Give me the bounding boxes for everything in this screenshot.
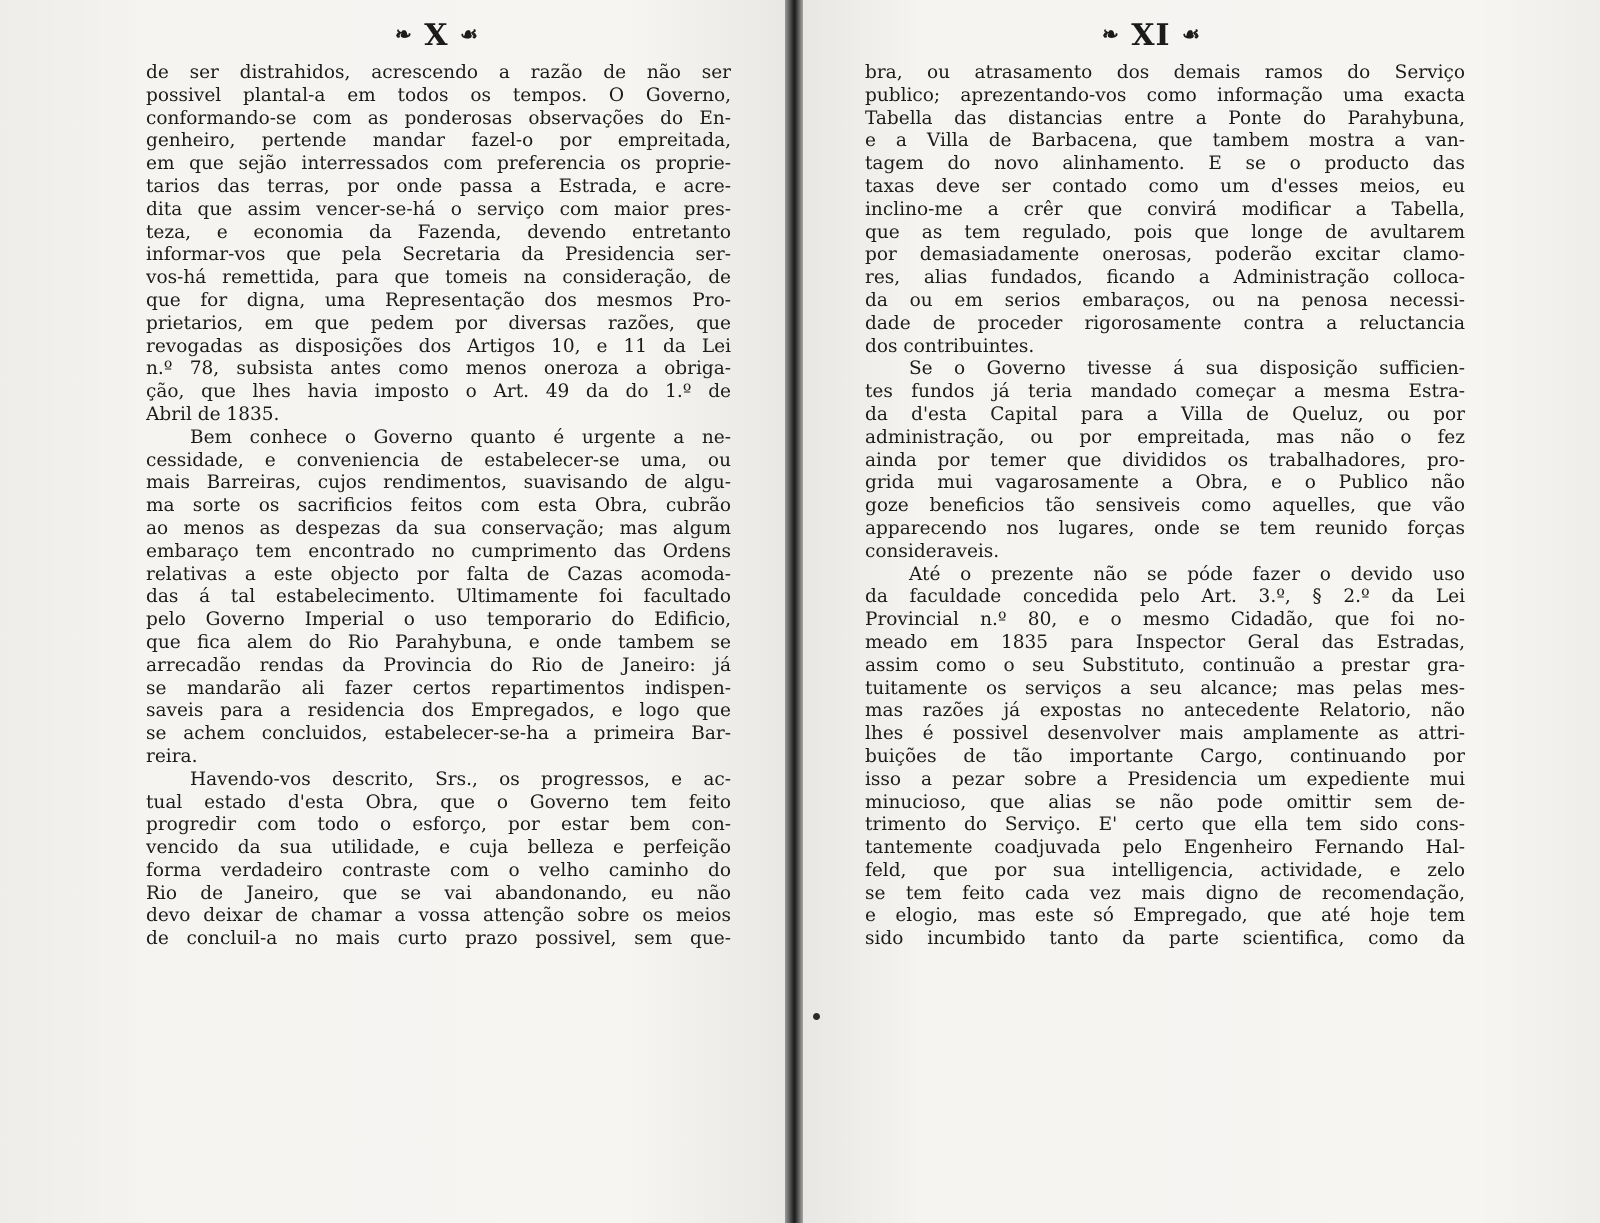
text-line: apparecendo nos lugares, onde se tem reunido forças (865, 517, 1465, 539)
text-line: genheiro, pertende mandar fazel-o por empreitada, (146, 130, 731, 152)
page-header (1102, 18, 1201, 53)
page-body (865, 62, 1465, 951)
text-line: se mandarão ali fazer certos repartimentos indispen- (146, 677, 731, 699)
text-line: ção, que lhes havia imposto o Art. 49 da do 1.º de (146, 381, 731, 403)
text-line: vencido da sua utilidade, e cuja belleza e perfeição (146, 837, 731, 859)
text-line: informar-vos que pela Secretaria da Presidencia ser- (146, 244, 731, 266)
text-line: das á tal estabelecimento. Ultimamente foi facultado (146, 586, 731, 608)
text-line: da ou em serios embaraços, ou na penosa necessi- (865, 289, 1465, 311)
ornament-icon: ❧ (1102, 22, 1120, 46)
text-line: tantemente coadjuvada pelo Engenheiro Fernando Hal- (865, 837, 1465, 859)
left-page (0, 0, 785, 1223)
text-line: ao menos as despezas da sua conservação; mas algum (146, 517, 731, 539)
text-line: inclino-me a crêr que convirá modificar a Tabella, (865, 198, 1465, 220)
right-page (803, 0, 1600, 1223)
text-line: ainda por temer que divididos os trabalhadores, pro- (865, 449, 1465, 471)
text-line: Bem conhece o Governo quanto é urgente a ne- (190, 426, 731, 448)
text-line: mas razões já expostas no antecedente Relatorio, não (865, 700, 1465, 722)
text-line: Havendo-vos descrito, Srs., os progressos, e ac- (190, 768, 731, 790)
text-line: devo deixar de chamar a vossa attenção sobre os meios (146, 905, 731, 927)
page-number: X (424, 18, 449, 53)
text-line: tuitamente os serviços a seu alcance; mas pelas mes- (865, 677, 1465, 699)
text-line: tual estado d'esta Obra, que o Governo tem feito (146, 791, 731, 813)
text-line: sido incumbido tanto da parte scientifica, como da (865, 928, 1465, 950)
text-line: embaraço tem encontrado no cumprimento das Ordens (146, 540, 731, 562)
text-line: de ser distrahidos, acrescendo a razão de não ser (146, 62, 731, 83)
text-line: revogadas as disposições dos Artigos 10, e 11 da Lei (146, 335, 731, 357)
text-line: forma verdadeiro contraste com o velho caminho do (146, 859, 731, 881)
text-line: Provincial n.º 80, e o mesmo Cidadão, que foi no- (865, 609, 1465, 631)
text-line: em que sejão interressados com preferencia os proprie- (146, 153, 731, 175)
page-header (395, 18, 479, 53)
text-line: dade de proceder rigorosamente contra a reluctancia (865, 312, 1465, 334)
text-line: se tem feito cada vez mais digno de recomendação, (865, 882, 1465, 904)
text-line: n.º 78, subsista antes como menos oneroza a obriga- (146, 358, 731, 380)
ornament-icon: ☙ (459, 22, 479, 46)
text-line: que as tem regulado, pois que longe de avultarem (865, 221, 1465, 243)
text-line: reira. (146, 745, 198, 767)
text-line: tes fundos já teria mandado começar a mesma Estra- (865, 381, 1465, 403)
text-line: feld, que por sua intelligencia, actividade, e zelo (865, 859, 1465, 881)
text-line: taxas deve ser contado como um d'esses meios, eu (865, 175, 1465, 197)
text-line: Tabella das distancias entre a Ponte do Parahybuna, (865, 107, 1465, 129)
text-line: pelo Governo Imperial o uso temporario do Edificio, (146, 609, 731, 631)
page-number: XI (1131, 18, 1171, 53)
text-line: bra, ou atrasamento dos demais ramos do Serviço (865, 62, 1465, 83)
text-line: buições de tão importante Cargo, continuando por (865, 745, 1465, 767)
text-line: dos contribuintes. (865, 335, 1035, 357)
text-line: que for digna, uma Representação dos mesmos Pro- (146, 289, 731, 311)
text-line: isso a pezar sobre a Presidencia um expediente mui (865, 768, 1465, 790)
page-body (146, 62, 731, 951)
book-gutter (785, 0, 803, 1223)
text-line: ma sorte os sacrificios feitos com esta Obra, cubrão (146, 495, 731, 517)
text-line: e elogio, mas este só Empregado, que até hoje tem (865, 905, 1465, 927)
text-line: lhes é possivel desenvolver mais amplamente as attri- (865, 723, 1465, 745)
text-line: Se o Governo tivesse á sua disposição sufficien- (909, 358, 1465, 380)
text-line: tarios das terras, por onde passa a Estrada, e acre- (146, 175, 731, 197)
ornament-icon: ☙ (1181, 22, 1201, 46)
ornament-icon: ❧ (395, 22, 413, 46)
text-line: tagem do novo alinhamento. E se o producto das (865, 153, 1465, 175)
text-line: Rio de Janeiro, que se vai abandonando, eu não (146, 882, 731, 904)
text-line: teza, e economia da Fazenda, devendo entretanto (146, 221, 731, 243)
text-line: por demasiadamente onerosas, poderão excitar clamo- (865, 244, 1465, 266)
text-line: cessidade, e conveniencia de estabelecer-se uma, ou (146, 449, 731, 471)
text-line: relativas a este objecto por falta de Cazas acomoda- (146, 563, 731, 585)
text-line: prietarios, em que pedem por diversas razões, que (146, 312, 731, 334)
text-line: saveis para a residencia dos Empregados, e logo que (146, 700, 731, 722)
text-line: minucioso, que alias se não pode omittir sem de- (865, 791, 1465, 813)
text-line: conformando-se com as ponderosas observações do En- (146, 107, 731, 129)
text-line: possivel plantal-a em todos os tempos. O Governo, (146, 84, 731, 106)
text-line: da faculdade concedida pelo Art. 3.º, § 2.º da Lei (865, 586, 1465, 608)
text-line: grida mui vagarosamente a Obra, e o Publico não (865, 472, 1465, 494)
text-line: e a Villa de Barbacena, que tambem mostra a van- (865, 130, 1465, 152)
ink-speck (813, 1013, 820, 1020)
text-line: dita que assim vencer-se-há o serviço com maior pres- (146, 198, 731, 220)
text-line: se achem concluidos, estabelecer-se-ha a primeira Bar- (146, 723, 731, 745)
text-line: progredir com todo o esforço, por estar bem con- (146, 814, 731, 836)
text-line: goze beneficios tão sensiveis como aquelles, que vão (865, 495, 1465, 517)
text-line: que fica alem do Rio Parahybuna, e onde tambem se (146, 631, 731, 653)
text-line: Até o prezente não se póde fazer o devido uso (909, 563, 1465, 585)
text-line: publico; aprezentando-vos como informação uma exacta (865, 84, 1465, 106)
text-line: consideraveis. (865, 540, 1000, 562)
text-line: da d'esta Capital para a Villa de Queluz, ou por (865, 403, 1465, 425)
text-line: vos-há remettida, para que tomeis na consideração, de (146, 267, 731, 289)
text-line: de concluil-a no mais curto prazo possivel, sem que- (146, 928, 731, 950)
text-line: arrecadão rendas da Provincia do Rio de Janeiro: já (146, 654, 731, 676)
text-line: meado em 1835 para Inspector Geral das Estradas, (865, 631, 1465, 653)
text-line: mais Barreiras, cujos rendimentos, suavisando de algu- (146, 472, 731, 494)
text-line: Abril de 1835. (146, 403, 280, 425)
text-line: assim como o seu Substituto, continuão a prestar gra- (865, 654, 1465, 676)
text-line: administração, ou por empreitada, mas não o fez (865, 426, 1465, 448)
text-line: res, alias fundados, ficando a Administração colloca- (865, 267, 1465, 289)
text-line: trimento do Serviço. E' certo que ella tem sido cons- (865, 814, 1465, 836)
